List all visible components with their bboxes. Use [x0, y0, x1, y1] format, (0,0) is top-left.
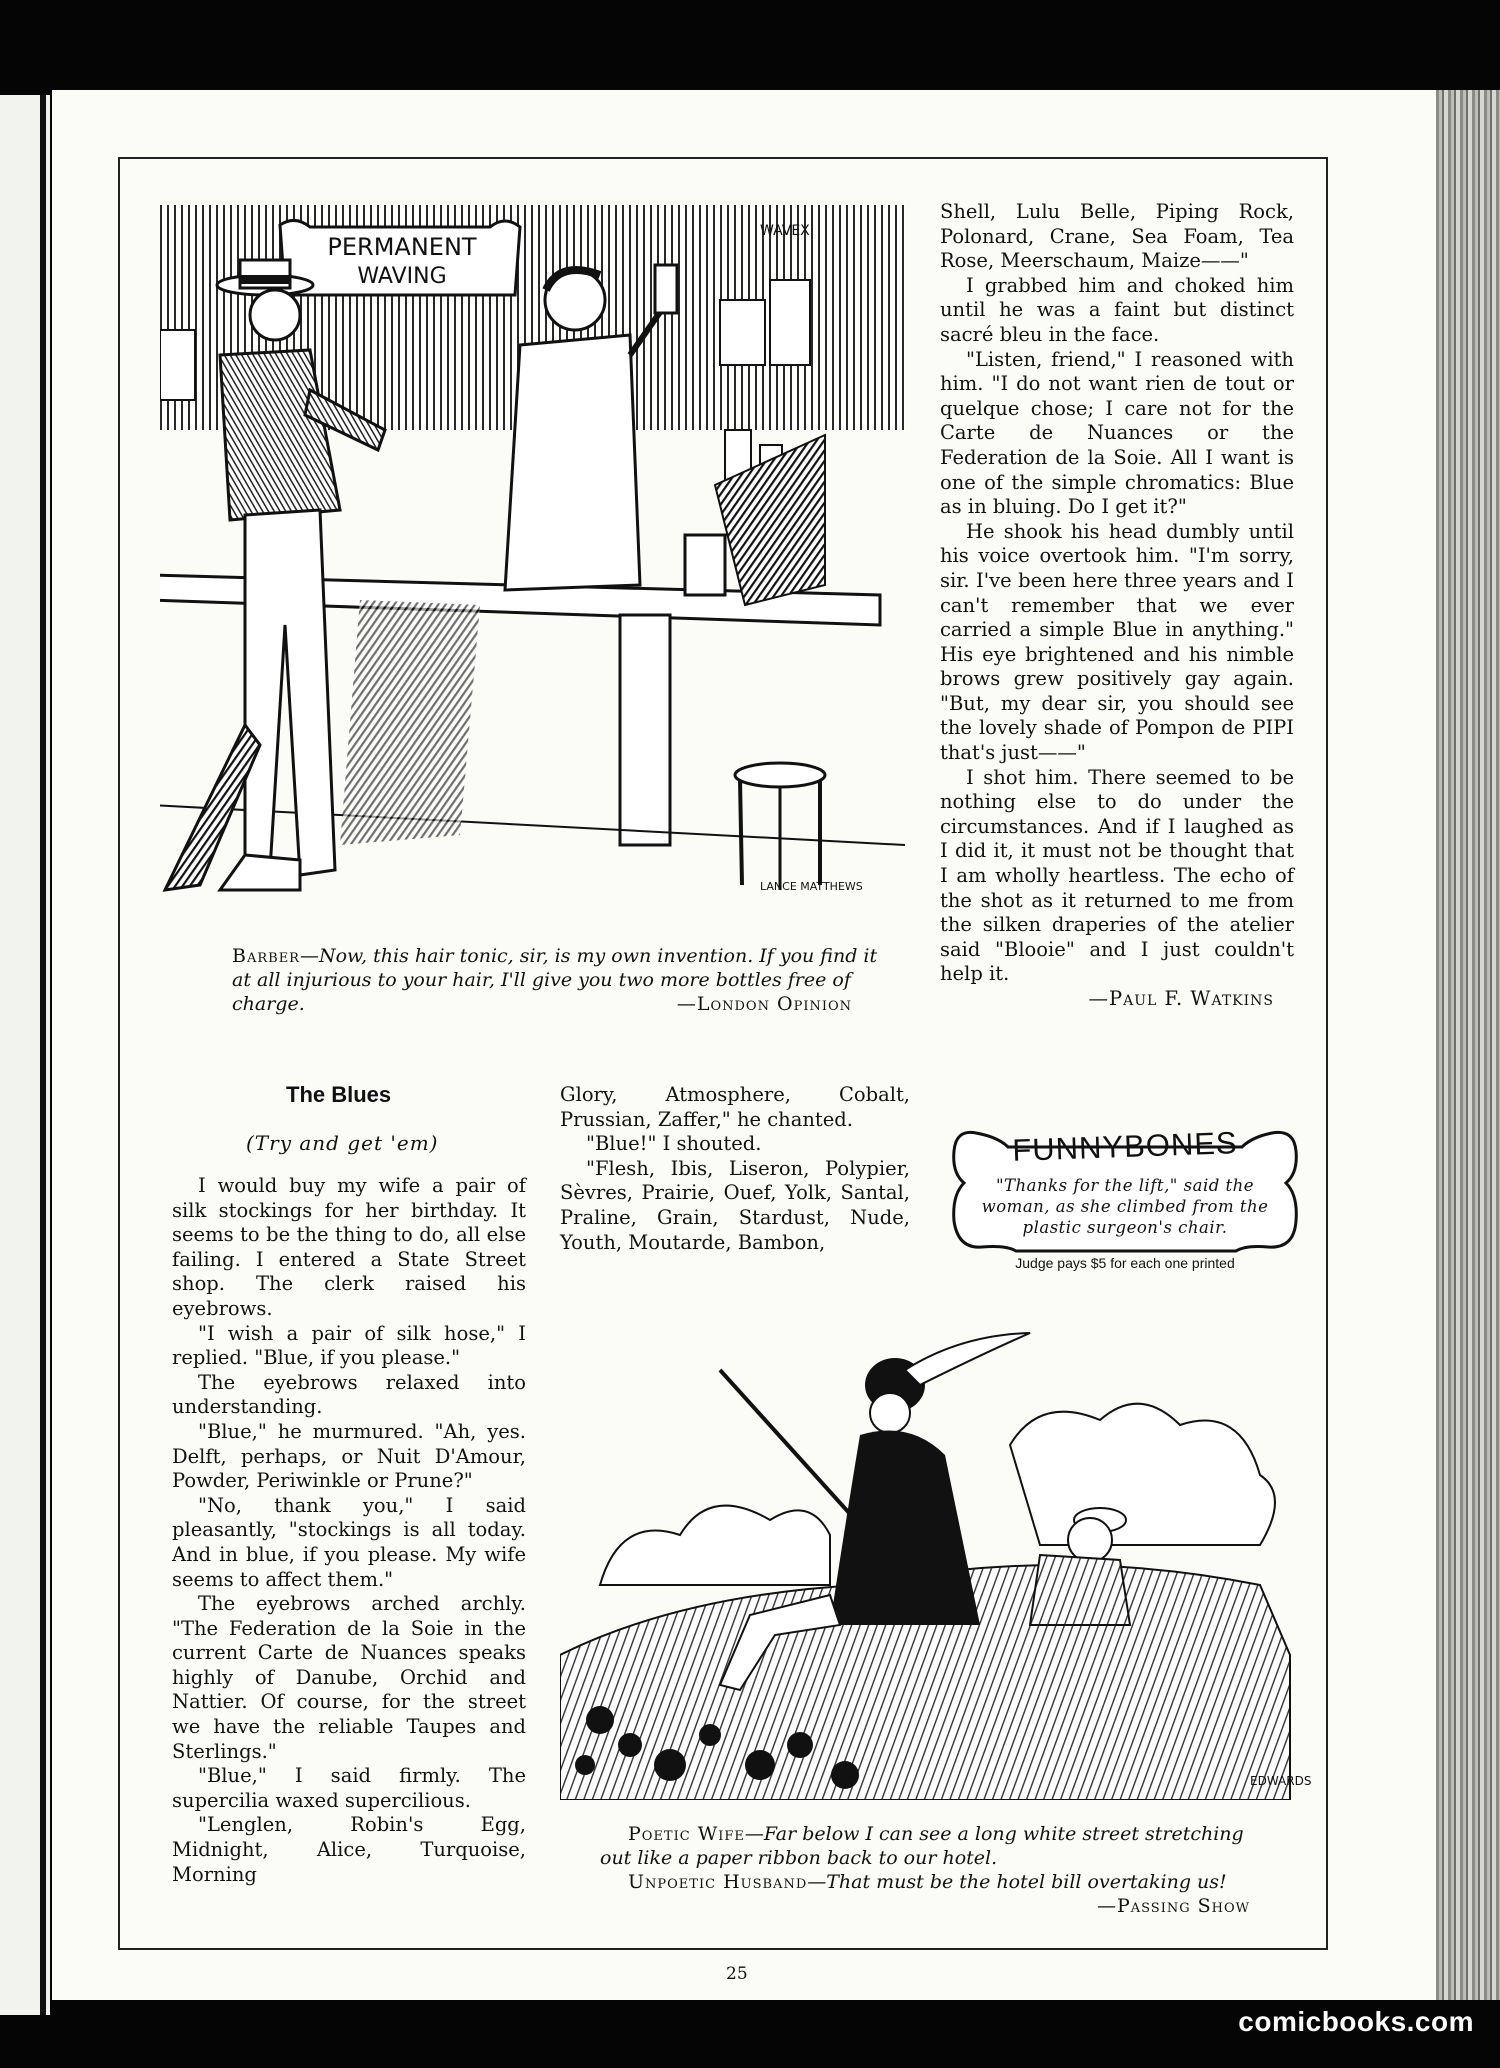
article-column-1 — [172, 1174, 526, 1887]
bottom-artist-signature: EDWARDS — [1250, 1774, 1312, 1788]
funnybones-box — [946, 1121, 1304, 1273]
watermark: comicbooks.com — [1238, 2006, 1474, 2037]
article-column-2 — [560, 1083, 910, 1255]
cartoon-artist-signature: LANCE MATTHEWS — [760, 880, 863, 893]
article-paragraph: "Blue!" I shouted. — [586, 1132, 762, 1156]
caption-speaker-2: Unpoetic Husband — [628, 1871, 808, 1893]
barber-cartoon-caption — [232, 944, 882, 1016]
story-paragraph: Shell, Lulu Belle, Piping Rock, Polonard, Crane, Sea Foam, Tea Rose, Meerschaum, Maize——" — [940, 200, 1294, 273]
article-paragraph: "Flesh, Ibis, Liseron, Polypier, Sèvres, Prairie, Ouef, Yolk, Santal, Praline, Grain, Stardust, Nude, Youth, Moutarde, Bambon, — [560, 1156, 910, 1254]
article-paragraph: The eyebrows relaxed into understanding. — [172, 1370, 526, 1419]
barber-cartoon — [160, 205, 905, 910]
article-paragraph: "I wish a pair of silk hose," I replied. "Blue, if you please." — [172, 1321, 526, 1370]
article-paragraph: Glory, Atmosphere, Cobalt, Prussian, Zaffer," he chanted. — [560, 1083, 910, 1131]
caption-line-2: —That must be the hotel bill overtaking us! — [807, 1871, 1227, 1893]
funnybones-quote: "Thanks for the lift," said the woman, as she climbed from the plastic surgeon's chair. — [981, 1176, 1269, 1237]
caption-line-1: —Far below I can see a long white street stretching out like a paper ribbon back to our hotel. — [600, 1823, 1244, 1869]
caption-source-2: —Passing Show — [1096, 1895, 1250, 1917]
article-paragraph: "Lenglen, Robin's Egg, Midnight, Alice, Turquoise, Morning — [172, 1813, 526, 1886]
poetic-wife-caption — [600, 1822, 1280, 1918]
sign-text-2: WAVING — [357, 264, 447, 289]
caption-source: —London Opinion — [676, 993, 852, 1015]
author-signature: —Paul F. Watkins — [1088, 987, 1274, 1010]
page-number: 25 — [726, 1964, 748, 1984]
story-paragraph: I grabbed him and choked him until he was a faint but distinct sacré bleu in the face. — [940, 273, 1294, 346]
story-paragraph: "Listen, friend," I reasoned with him. "I do not want rien de tout or quelque chose; I care not for the Carte de Nuances or the Federation de la Soie. All I want is one of the simple chromatics: Blue as in bluing. Do I get it?" — [940, 347, 1294, 519]
poetic-wife-cartoon — [560, 1325, 1320, 1800]
story-paragraph: I shot him. There seemed to be nothing else to do under the circumstances. And if I laughed as I did it, it must not be thought that I am wholly heartless. The echo of the shot as it returned to me from the silken draperies of the atelier said "Blooie" and I just couldn't help it. — [940, 765, 1294, 986]
article-paragraph: The eyebrows arched archly. "The Federation de la Soie in the current Carte de Nuances speaks highly of Danube, Orchid and Nattier. Of course, for the street we have the reliable Taupes and Sterlings." — [172, 1592, 526, 1763]
article-paragraph: "Blue," he murmured. "Ah, yes. Delft, perhaps, or Nuit D'Amour, Powder, Periwinkle or Prune?" — [172, 1419, 526, 1493]
left-page-edge — [0, 95, 50, 2015]
funnybones-title: FUNNYBONES — [1011, 1125, 1239, 1168]
article-paragraph: I would buy my wife a pair of silk stockings for her birthday. It seems to be the thing to do, all else failing. I entered a State Street shop. The clerk raised his eyebrows. — [172, 1174, 526, 1320]
book-spine-edge — [1436, 90, 1500, 2000]
caption-speaker: Barber — [232, 945, 300, 967]
article-subtitle: (Try and get 'em) — [246, 1131, 439, 1155]
right-column-story — [940, 200, 1294, 1012]
caption-speaker-1: Poetic Wife — [628, 1823, 745, 1845]
funnybones-footer: Judge pays $5 for each one printed — [1015, 1255, 1235, 1271]
caption-text: —Now, this hair tonic, sir, is my own invention. If you find it at all injurious to your hair, I'll give you two more bottles free of charge. — [232, 945, 878, 1015]
story-paragraph: He shook his head dumbly until his voice overtook him. "I'm sorry, sir. I've been here three years and I can't remember that we ever carried a simple Blue in anything." His eye brightened and his nimble brows grew positively gay again. "But, my dear sir, you should see the lovely shade of Pompon de PIPI that's just——" — [940, 519, 1294, 765]
article-paragraph: "No, thank you," I said pleasantly, "stockings is all today. And in blue, if you please. My wife seems to affect them." — [172, 1493, 526, 1591]
article-title: The Blues — [286, 1082, 392, 1107]
sign-text-1: PERMANENT — [327, 233, 477, 261]
article-paragraph: "Blue," I said firmly. The supercilia waxed supercilious. — [172, 1764, 526, 1812]
bottle-label: WAVEX — [760, 223, 810, 239]
